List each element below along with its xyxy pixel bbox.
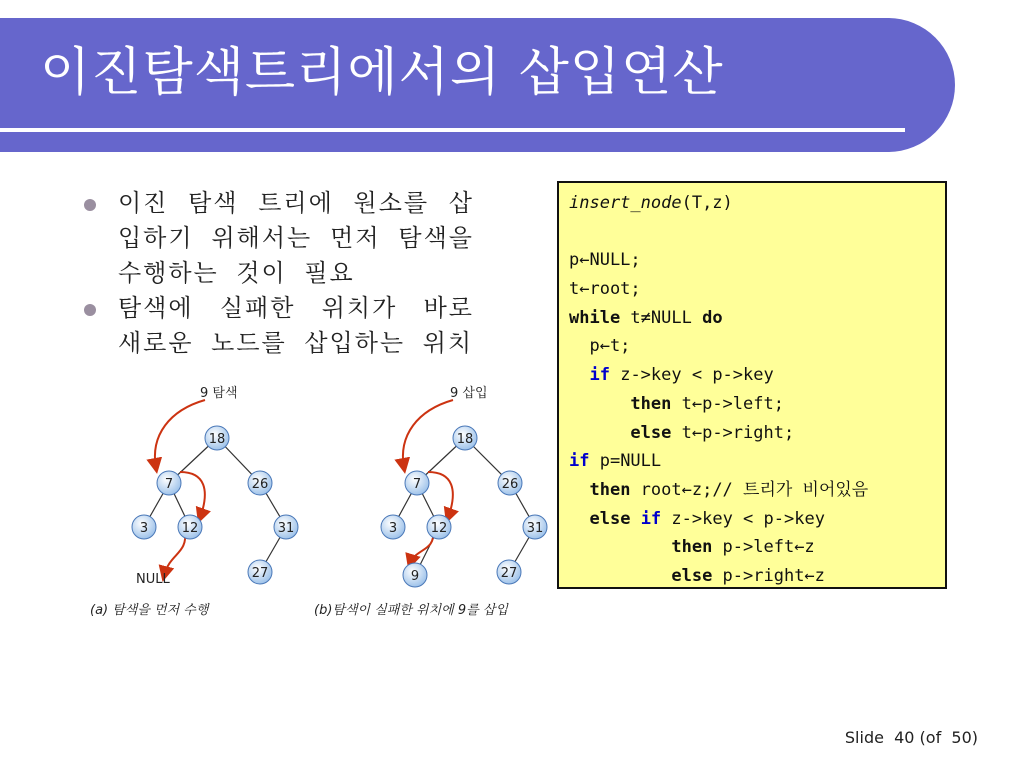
svg-text:18: 18 (456, 432, 474, 447)
svg-text:26: 26 (251, 477, 269, 492)
bullet-item: 이진 탐색 트리에 원소를 삽입하기 위해서는 먼저 탐색을 수행하는 것이 필요 (84, 186, 474, 291)
code-blank-line (569, 218, 945, 247)
code-line: then t←p->left; (630, 393, 784, 414)
svg-text:31: 31 (277, 521, 295, 536)
svg-text:12: 12 (181, 521, 199, 536)
keyword: if (640, 508, 662, 529)
svg-text:7: 7 (164, 477, 174, 492)
tree-node-inserted (403, 563, 427, 587)
tree-node (157, 471, 181, 495)
slide-title: 이진탐색트리에서의 삽입연산 (40, 43, 724, 103)
keyword: then (671, 537, 713, 558)
right-tree-edges (393, 438, 535, 575)
tree-node (427, 515, 451, 539)
code-line (569, 189, 945, 218)
code-line: t←root; (569, 279, 641, 300)
tree-node (381, 515, 405, 539)
pseudocode-box (557, 181, 947, 589)
keyword: else (630, 422, 672, 443)
slide-number: Slide 40 (of 50) (844, 728, 978, 747)
code-line: else if z->key < p->key (589, 508, 825, 529)
right-tree-label: 9 삽입 (450, 386, 488, 401)
code-line: else p->right←z (671, 565, 825, 586)
left-tree-edges (144, 438, 286, 572)
null-label: NULL (136, 572, 170, 587)
keyword: else (671, 565, 713, 586)
svg-text:12: 12 (430, 521, 448, 536)
function-name: insert_node (569, 193, 682, 213)
code-line: then p->left←z (671, 537, 815, 558)
tree-node (248, 471, 272, 495)
function-args: (T,z) (681, 193, 733, 213)
tree-node (178, 515, 202, 539)
caption-a: (a) 탐색을 먼저 수행 (90, 603, 209, 618)
svg-text:3: 3 (388, 521, 398, 536)
code-line: then root←z;// 트리가 비어있음 (589, 479, 869, 500)
svg-text:27: 27 (251, 566, 269, 581)
tree-node (205, 426, 229, 450)
tree-node (453, 426, 477, 450)
svg-text:3: 3 (139, 521, 149, 536)
keyword: else (589, 508, 631, 529)
right-tree-nodes (381, 426, 547, 587)
tree-node (523, 515, 547, 539)
svg-text:7: 7 (412, 477, 422, 492)
bullet-list (84, 186, 474, 361)
keyword: while (569, 307, 621, 328)
code-line: p←NULL; (569, 250, 641, 271)
svg-text:18: 18 (208, 432, 226, 447)
tree-node (248, 560, 272, 584)
tree-node (498, 471, 522, 495)
code-line: p←t; (569, 336, 631, 357)
code-line: if p=NULL (569, 451, 662, 472)
code-line: else t←p->right; (630, 422, 795, 443)
caption-b: (b)탐색이 실패한 위치에 9를 삽입 (314, 603, 508, 618)
bullet-item: 탐색에 실패한 위치가 바로 새로운 노드를 삽입하는 위치 (84, 291, 474, 361)
svg-text:27: 27 (500, 566, 518, 581)
tree-node (132, 515, 156, 539)
title-underline (0, 128, 905, 132)
bst-diagram (80, 380, 620, 630)
code-line: if z->key < p->key (589, 365, 774, 386)
keyword: then (630, 393, 672, 414)
code-line: while t≠NULL do (569, 307, 723, 328)
keyword: if (589, 365, 610, 386)
svg-text:26: 26 (501, 477, 519, 492)
svg-text:31: 31 (526, 521, 544, 536)
tree-node (405, 471, 429, 495)
left-tree-label: 9 탐색 (200, 386, 238, 401)
tree-node (497, 560, 521, 584)
tree-node (274, 515, 298, 539)
svg-text:9: 9 (410, 569, 420, 584)
keyword: do (702, 307, 723, 328)
bst-figure (80, 380, 620, 630)
keyword: then (589, 479, 631, 500)
keyword: if (569, 451, 590, 472)
